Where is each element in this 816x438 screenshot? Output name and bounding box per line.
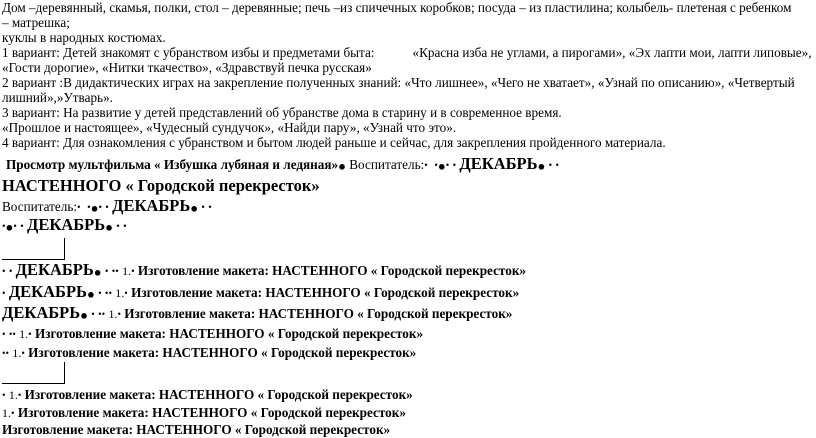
model-making-line-4: Изготовление макета: НАСТЕННОГО « Городской перекресток» bbox=[34, 326, 424, 341]
text-line-7: лишний»,»Утварь». bbox=[2, 90, 113, 105]
overlap-line-10: • 1.• Изготовление макета: НАСТЕННОГО « Городской перекресток» bbox=[2, 387, 413, 402]
model-making-line-8: Изготовление макета: НАСТЕННОГО « Городской перекресток» bbox=[2, 422, 391, 437]
wall-newspaper-title: НАСТЕННОГО « Городской перекресток» bbox=[2, 176, 320, 195]
model-making-line-3: Изготовление макета: НАСТЕННОГО « Городской перекресток» bbox=[124, 306, 513, 321]
table-border-horizontal-2 bbox=[2, 383, 65, 384]
overlap-line-3: Воспитатель:• •●• • ДЕКАБРЬ● • • bbox=[2, 196, 212, 216]
text-line-3: куклы в народных костюмах. bbox=[2, 30, 166, 45]
overlap-line-11: 1.• Изготовление макета: НАСТЕННОГО « Городской перекресток» bbox=[2, 405, 406, 420]
text-line-2: – матрешка; bbox=[2, 15, 70, 30]
variant-1-label: 1 вариант: Детей знакомят с убранством избы и предметами быта: bbox=[2, 45, 375, 60]
model-making-line-1: Изготовление макета: НАСТЕННОГО « Городской перекресток» bbox=[137, 263, 527, 278]
model-making-line-5: Изготовление макета: НАСТЕННОГО « Городской перекресток» bbox=[28, 345, 417, 360]
overlap-line-1: Просмотр мультфильма « Избушка лубяная и ледяная»● Воспитатель:• •●• • ДЕКАБРЬ● • • bbox=[6, 154, 559, 174]
model-making-line-2: Изготовление макета: НАСТЕННОГО « Городской перекресток» bbox=[131, 285, 520, 300]
overlap-line-9: •• 1.• Изготовление макета: НАСТЕННОГО « Городской перекресток» bbox=[2, 345, 417, 360]
overlap-line-6: • ДЕКАБРЬ● • •• 1.• Изготовление макета: НАСТЕННОГО « Городской перекресток» bbox=[2, 282, 520, 302]
model-making-line-6: Изготовление макета: НАСТЕННОГО « Городской перекресток» bbox=[24, 387, 413, 402]
table-border-vertical-1 bbox=[64, 238, 65, 260]
text-line-9: «Прошлое и настоящее», «Чудесный сундучок», «Найди пару», «Узнай что это». bbox=[2, 120, 457, 135]
overlap-line-4: •●• • ДЕКАБРЬ● • • bbox=[2, 215, 127, 235]
overlap-line-8: • •• 1.• Изготовление макета: НАСТЕННОГО « Городской перекресток» bbox=[2, 326, 424, 341]
december-heading: ДЕКАБРЬ bbox=[459, 154, 538, 173]
text-line-10: 4 вариант: Для ознакомления с убранством и бытом людей раньше и сейчас, для закрепления пройденного материала. bbox=[2, 135, 666, 150]
text-line-8: 3 вариант: На развитие у детей представлений об убранстве дома в старину и в современное время. bbox=[2, 105, 562, 120]
text-line-1: Дом –деревянный, скамья, полки, стол – деревянные; печь –из спичечных коробков; посуда – из пластилина; колыбель- плетеная с ребенком bbox=[2, 0, 792, 15]
variant-1-proverbs: «Красна изба не углами, а пирогами», «Эх лапти мои, лапти липовые», bbox=[412, 45, 812, 60]
overlap-line-5: • • ДЕКАБРЬ● • •• 1.• Изготовление макета: НАСТЕННОГО « Городской перекресток» bbox=[2, 260, 527, 280]
table-border-vertical-2 bbox=[64, 362, 65, 384]
text-line-5: «Гости дорогие», «Нитки ткачество», «Здравствуй печка русская» bbox=[2, 60, 372, 75]
text-line-6: 2 вариант :В дидактических играх на закрепление полученных знаний: «Что лишнее», «Чего не хватает», «Узнай по описанию», «Четвертый bbox=[2, 75, 795, 90]
educator-label: Воспитатель: bbox=[349, 157, 425, 172]
overlap-line-7: ДЕКАБРЬ● • •• 1.• Изготовление макета: НАСТЕННОГО « Городской перекресток» bbox=[2, 303, 513, 323]
text-line-4 bbox=[2, 45, 812, 60]
overlap-line-12 bbox=[2, 422, 390, 437]
model-making-line-7: Изготовление макета: НАСТЕННОГО « Городской перекресток» bbox=[17, 405, 406, 420]
cartoon-view-title: Просмотр мультфильма « Избушка лубяная и ледяная» bbox=[6, 157, 339, 172]
